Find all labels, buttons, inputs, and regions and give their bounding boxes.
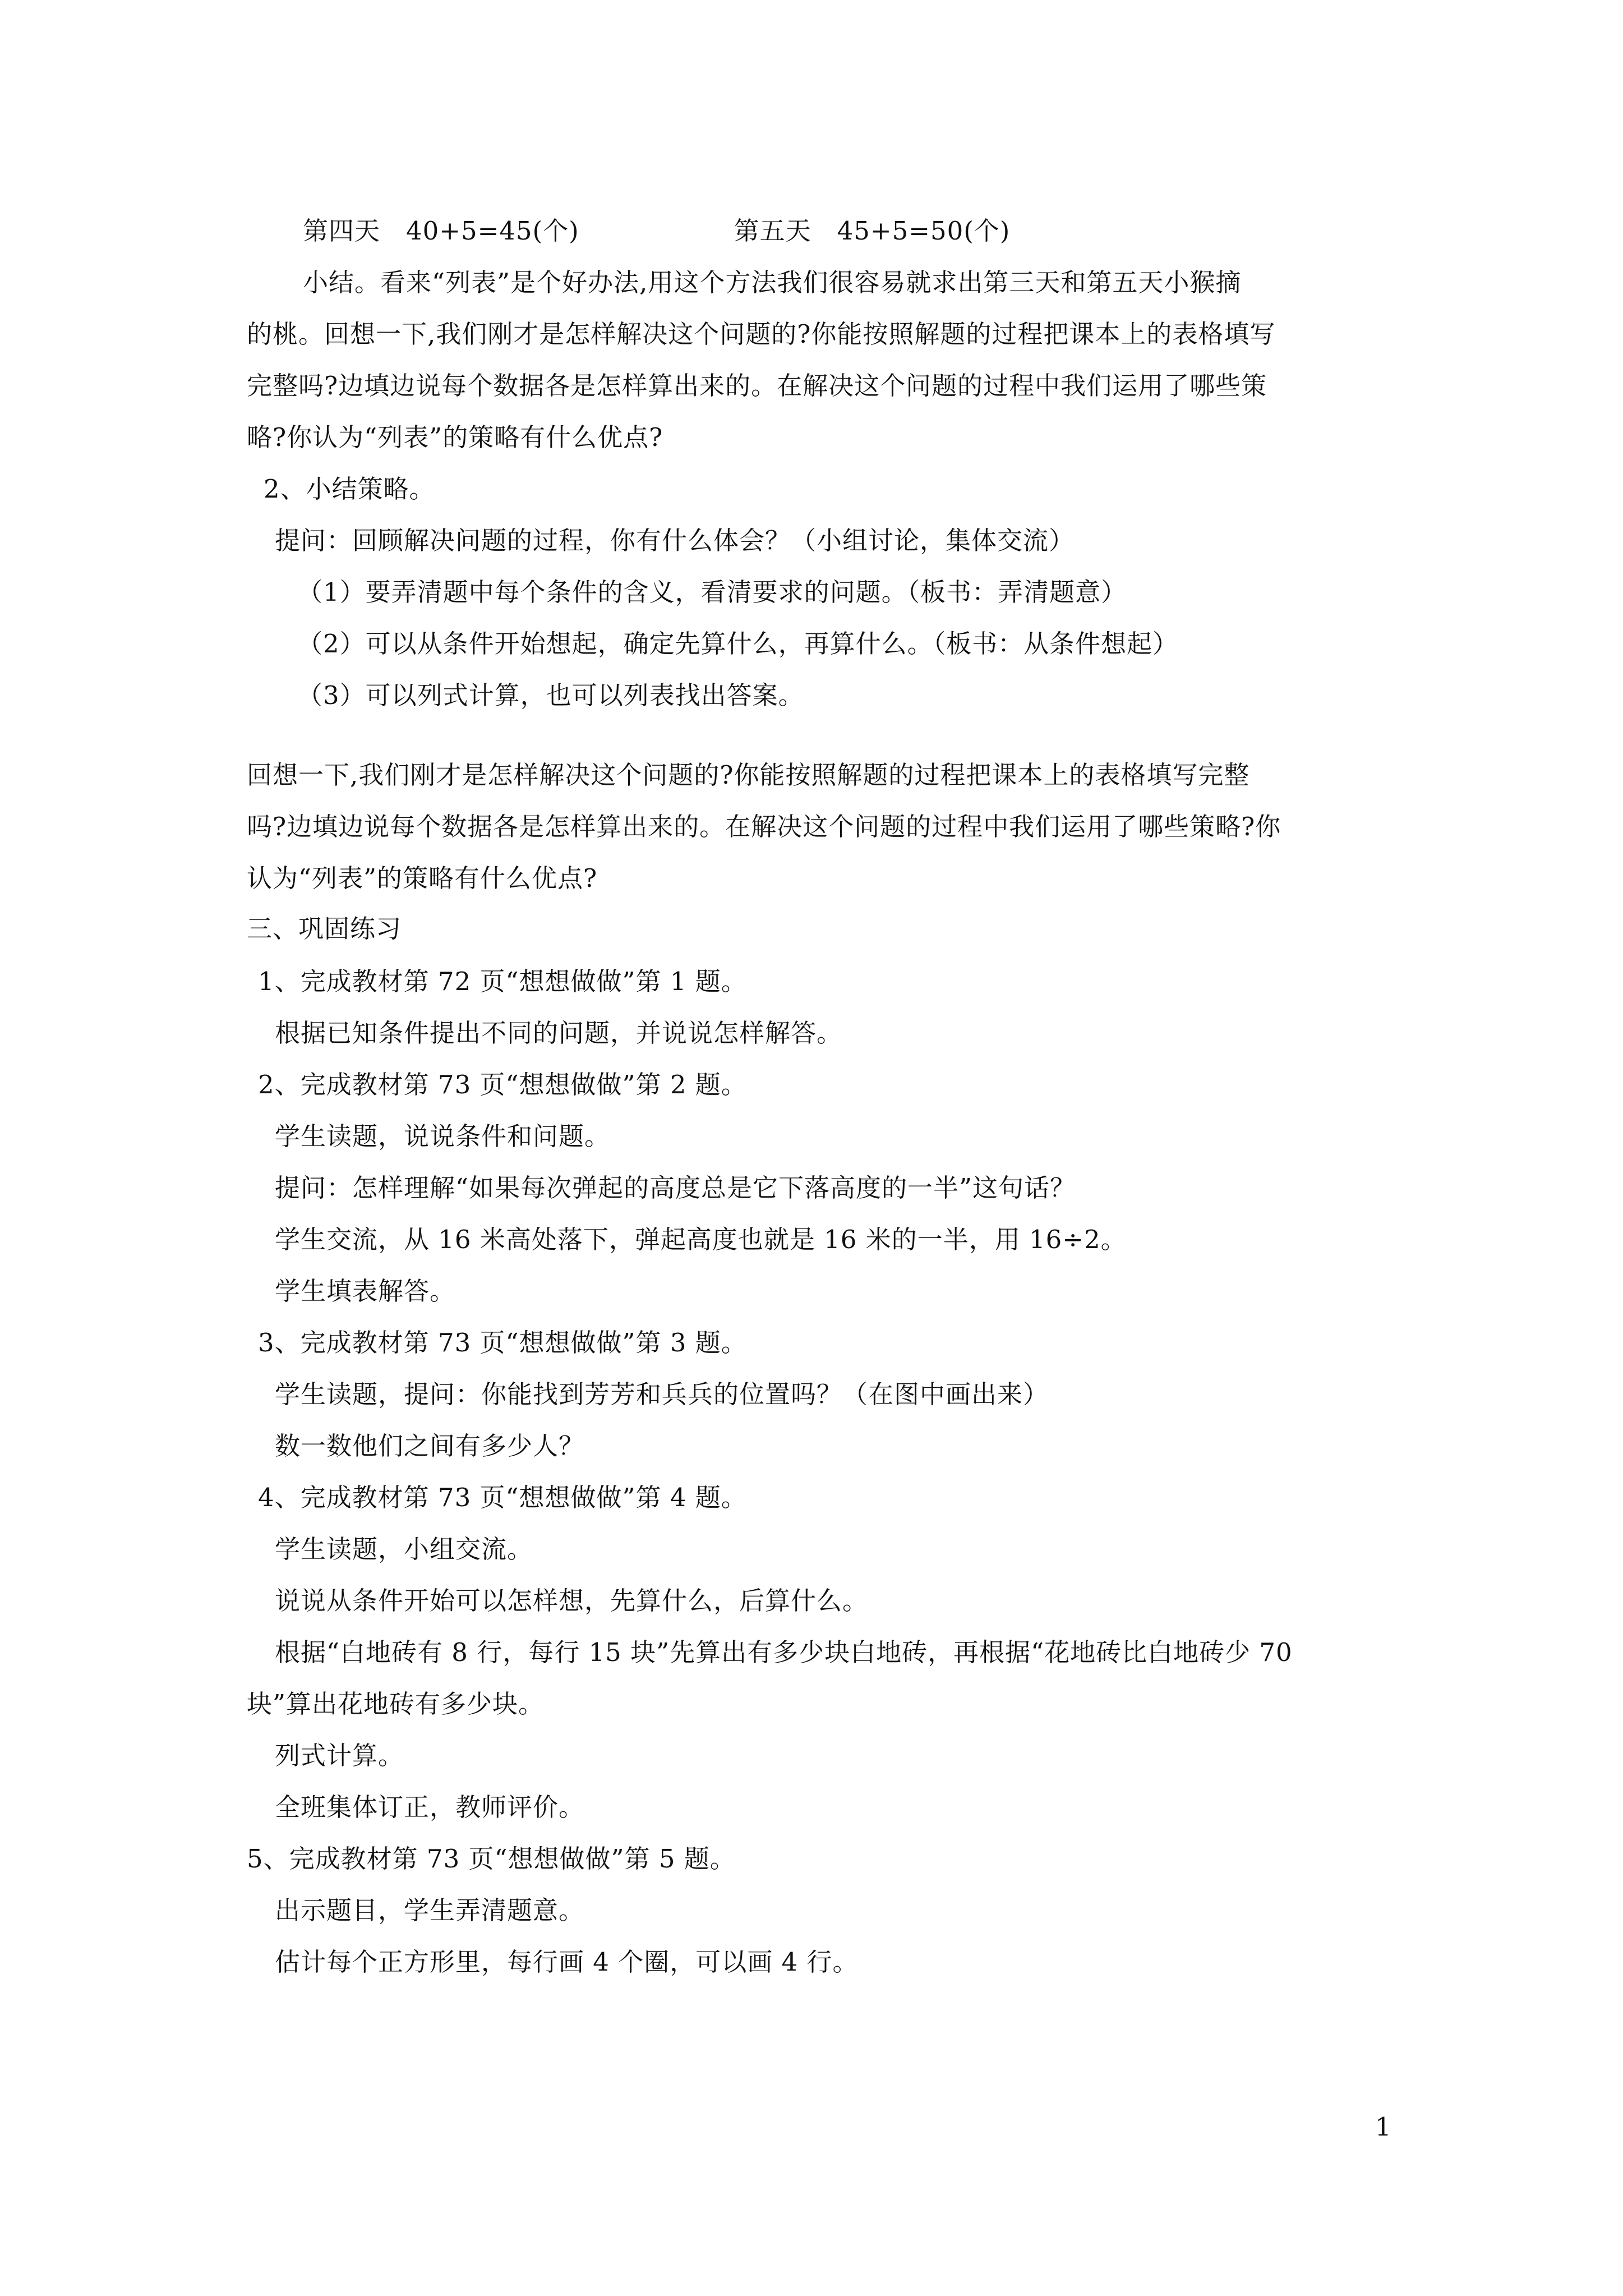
exercise-4-heading: 4、完成教材第 73 页“想想做做”第 4 题。 xyxy=(258,1483,747,1512)
exercise-5-text-1: 出示题目，学生弄清题意。 xyxy=(275,1895,585,1925)
exercise-3-text-2: 数一数他们之间有多少人？ xyxy=(275,1431,585,1461)
section-heading-strategy-summary: 2、小结策略。 xyxy=(264,474,435,504)
section-heading-practice: 三、巩固练习 xyxy=(247,914,402,944)
list-item-1: （1）要弄清题中每个条件的含义，看清要求的问题。（板书：弄清题意） xyxy=(297,577,1127,607)
exercise-4-text-5: 全班集体订正，教师评价。 xyxy=(275,1792,585,1822)
text-line-recall: 回想一下,我们刚才是怎样解决这个问题的?你能按照解题的过程把课本上的表格填写完整 xyxy=(247,760,1250,790)
exercise-3-heading: 3、完成教材第 73 页“想想做做”第 3 题。 xyxy=(258,1328,747,1358)
exercise-2-text-3: 学生交流，从 16 米高处落下，弹起高度也就是 16 米的一半，用 16÷2。 xyxy=(275,1225,1127,1254)
exercise-3-text-1: 学生读题，提问：你能找到芳芳和兵兵的位置吗？（在图中画出来） xyxy=(275,1379,1049,1409)
text-line-summary: 小结。看来“列表”是个好办法,用这个方法我们很容易就求出第三天和第五天小猴摘 xyxy=(303,268,1242,297)
exercise-1-heading: 1、完成教材第 72 页“想想做做”第 1 题。 xyxy=(258,967,747,996)
exercise-4-text-2: 说说从条件开始可以怎样想，先算什么，后算什么。 xyxy=(275,1586,869,1616)
text-line-day-four-five: 第四天 40+5=45(个) 第五天 45+5=50(个) xyxy=(303,216,1011,246)
text-line-question: 提问：回顾解决问题的过程，你有什么体会？（小组讨论，集体交流） xyxy=(275,526,1075,555)
exercise-5-text-2: 估计每个正方形里，每行画 4 个圈，可以画 4 行。 xyxy=(275,1947,859,1977)
exercise-4-text-3-cont: 块”算出花地砖有多少块。 xyxy=(247,1689,545,1719)
exercise-2-text-4: 学生填表解答。 xyxy=(275,1276,456,1306)
text-line-summary-cont-1: 的桃。回想一下,我们刚才是怎样解决这个问题的?你能按照解题的过程把课本上的表格填写 xyxy=(247,319,1276,349)
exercise-5-heading: 5、完成教材第 73 页“想想做做”第 5 题。 xyxy=(247,1844,736,1874)
text-line-summary-cont-2: 完整吗?边填边说每个数据各是怎样算出来的。在解决这个问题的过程中我们运用了哪些策 xyxy=(247,371,1267,401)
exercise-2-heading: 2、完成教材第 73 页“想想做做”第 2 题。 xyxy=(258,1070,747,1099)
exercise-1-text: 根据已知条件提出不同的问题，并说说怎样解答。 xyxy=(275,1018,843,1048)
page-number: 1 xyxy=(1375,2112,1391,2142)
text-line-recall-cont-1: 吗?边填边说每个数据各是怎样算出来的。在解决这个问题的过程中我们运用了哪些策略?你 xyxy=(247,812,1281,841)
list-item-3: （3）可以列式计算，也可以列表找出答案。 xyxy=(297,680,804,710)
exercise-2-text-2: 提问：怎样理解“如果每次弹起的高度总是它下落高度的一半”这句话？ xyxy=(275,1173,1076,1203)
exercise-4-text-3: 根据“白地砖有 8 行，每行 15 块”先算出有多少块白地砖，再根据“花地砖比白地砖少 70 xyxy=(275,1637,1293,1667)
text-line-summary-cont-3: 略?你认为“列表”的策略有什么优点? xyxy=(247,422,663,452)
exercise-2-text-1: 学生读题，说说条件和问题。 xyxy=(275,1121,611,1151)
exercise-4-text-1: 学生读题，小组交流。 xyxy=(275,1534,533,1564)
list-item-2: （2）可以从条件开始想起，确定先算什么，再算什么。（板书：从条件想起） xyxy=(297,629,1179,659)
text-line-recall-cont-2: 认为“列表”的策略有什么优点? xyxy=(247,863,598,893)
exercise-4-text-4: 列式计算。 xyxy=(275,1741,404,1770)
